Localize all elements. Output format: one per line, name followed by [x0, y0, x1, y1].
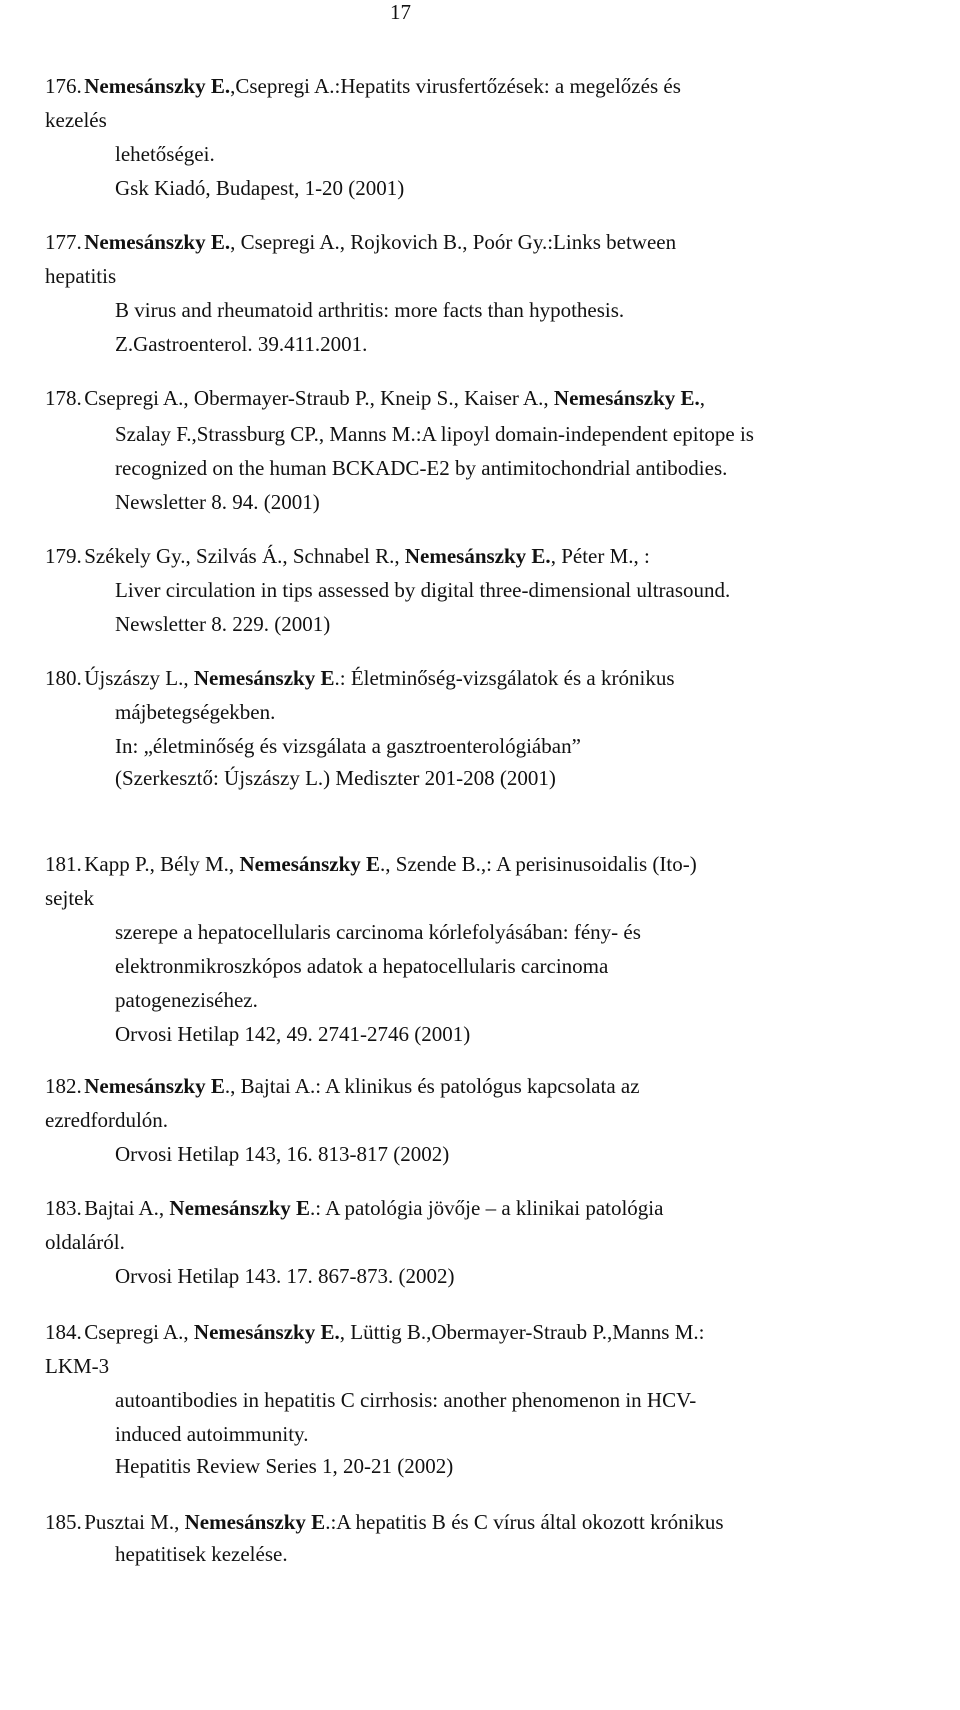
reference-line [115, 730, 581, 762]
reference-text: Bajtai A., [84, 1196, 170, 1220]
reference-number: 178. [45, 386, 82, 410]
reference-text: kezelés [45, 108, 107, 132]
reference-text: oldaláról. [45, 1230, 125, 1254]
reference-text: ., Bajtai A.: A klinikus és patológus kapcsolata az [224, 1074, 640, 1098]
reference-line [115, 172, 404, 204]
reference-text: hepatitisek kezelése. [115, 1542, 288, 1566]
reference-line [45, 662, 675, 694]
reference-text: lehetőségei. [115, 142, 215, 166]
author-name-bold: Nemesánszky E. [84, 230, 231, 254]
reference-line [115, 1018, 470, 1050]
reference-text: Liver circulation in tips assessed by digital three-dimensional ultrasound. [115, 578, 731, 602]
reference-text: ., Szende B.,: A perisinusoidalis (Ito-) [380, 852, 697, 876]
reference-text: Hepatitis Review Series 1, 20-21 (2002) [115, 1454, 454, 1478]
author-name-bold: Nemesánszky E [169, 1196, 311, 1220]
reference-line [115, 916, 641, 948]
reference-text: ,Csepregi A.:Hepatits virusfertőzések: a megelőzés és [230, 74, 681, 98]
reference-line [45, 104, 107, 136]
reference-line [115, 328, 367, 360]
author-name-bold: Nemesánszky E. [193, 1320, 340, 1344]
reference-text: Orvosi Hetilap 142, 49. 2741-2746 (2001) [115, 1022, 471, 1046]
author-name-bold: Nemesánszky E. [84, 74, 231, 98]
reference-line [115, 294, 624, 326]
reference-line [115, 608, 330, 640]
reference-text: májbetegségekben. [115, 700, 276, 724]
reference-line [115, 1138, 449, 1170]
page-number: 17 [390, 0, 411, 24]
reference-line [115, 1384, 696, 1416]
reference-number: 181. [45, 852, 82, 876]
reference-text: Újszászy L., [84, 666, 194, 690]
reference-text: elektronmikroszkópos adatok a hepatocellularis carcinoma [115, 954, 609, 978]
reference-line [45, 1070, 640, 1102]
author-name-bold: Nemesánszky E [239, 852, 381, 876]
reference-text: Gsk Kiadó, Budapest, 1-20 (2001) [115, 176, 405, 200]
reference-text: induced autoimmunity. [115, 1422, 309, 1446]
reference-line [45, 540, 650, 572]
reference-text: Pusztai M., [84, 1510, 185, 1534]
reference-number: 180. [45, 666, 82, 690]
reference-line [115, 950, 608, 982]
reference-text: .:A hepatitis B és C vírus által okozott krónikus [325, 1510, 724, 1534]
reference-line [45, 1506, 724, 1538]
reference-line [45, 1104, 168, 1136]
reference-text: Newsletter 8. 229. (2001) [115, 612, 331, 636]
reference-text: ezredfordulón. [45, 1108, 169, 1132]
reference-text: Csepregi A., [84, 1320, 194, 1344]
reference-text: patogeneziséhez. [115, 988, 258, 1012]
reference-line [45, 382, 705, 414]
reference-line [45, 1350, 109, 1382]
reference-text: recognized on the human BCKADC-E2 by antimitochondrial antibodies. [115, 456, 728, 480]
reference-line [115, 486, 320, 518]
reference-text: , Péter M., : [550, 544, 650, 568]
author-name-bold: Nemesánszky E [184, 1510, 326, 1534]
reference-text: Szalay F.,Strassburg CP., Manns M.:A lipoyl domain-independent epitope is [115, 422, 754, 446]
reference-line [115, 1260, 454, 1292]
reference-text: B virus and rheumatoid arthritis: more facts than hypothesis. [115, 298, 625, 322]
reference-line [115, 1418, 308, 1450]
reference-line [115, 574, 730, 606]
reference-text: .: Életminőség-vizsgálatok és a krónikus [334, 666, 675, 690]
author-name-bold: Nemesánszky E. [553, 386, 700, 410]
reference-line [115, 1450, 453, 1482]
reference-text: Newsletter 8. 94. (2001) [115, 490, 320, 514]
reference-text: hepatitis [45, 264, 117, 288]
reference-number: 184. [45, 1320, 82, 1344]
reference-line [115, 452, 727, 484]
reference-text: (Szerkesztő: Újszászy L.) Mediszter 201-208 (2001) [115, 766, 556, 790]
reference-text: autoantibodies in hepatitis C cirrhosis: another phenomenon in HCV- [115, 1388, 697, 1412]
reference-text: .: A patológia jövője – a klinikai patológia [310, 1196, 664, 1220]
reference-line [45, 882, 94, 914]
reference-line [45, 1192, 663, 1224]
reference-line [45, 226, 676, 258]
reference-text: , [699, 386, 706, 410]
reference-line [45, 260, 116, 292]
reference-line [115, 1538, 288, 1570]
reference-number: 176. [45, 74, 82, 98]
reference-text: Z.Gastroenterol. 39.411.2001. [115, 332, 368, 356]
reference-line [115, 138, 215, 170]
reference-text: In: „életminőség és vizsgálata a gasztroenterológiában” [115, 734, 581, 758]
reference-text: , Csepregi A., Rojkovich B., Poór Gy.:Links between [230, 230, 677, 254]
author-name-bold: Nemesánszky E [84, 1074, 225, 1098]
reference-text: Székely Gy., Szilvás Á., Schnabel R., [84, 544, 405, 568]
reference-text: Kapp P., Bély M., [84, 852, 240, 876]
reference-text: sejtek [45, 886, 94, 910]
reference-line [115, 696, 275, 728]
reference-number: 183. [45, 1196, 82, 1220]
reference-line [45, 848, 697, 880]
reference-line [45, 1316, 704, 1348]
reference-text: Orvosi Hetilap 143, 16. 813-817 (2002) [115, 1142, 450, 1166]
reference-number: 177. [45, 230, 82, 254]
reference-text: Csepregi A., Obermayer-Straub P., Kneip S., Kaiser A., [84, 386, 554, 410]
author-name-bold: Nemesánszky E. [404, 544, 551, 568]
reference-text: , Lüttig B.,Obermayer-Straub P.,Manns M.: [339, 1320, 705, 1344]
author-name-bold: Nemesánszky E [193, 666, 335, 690]
reference-line [45, 1226, 125, 1258]
reference-number: 185. [45, 1510, 82, 1534]
reference-number: 179. [45, 544, 82, 568]
reference-text: LKM-3 [45, 1354, 110, 1378]
reference-line [45, 70, 681, 102]
reference-text: szerepe a hepatocellularis carcinoma kórlefolyásában: fény- és [115, 920, 641, 944]
reference-line [115, 984, 258, 1016]
reference-line [115, 418, 754, 450]
reference-number: 182. [45, 1074, 82, 1098]
reference-text: Orvosi Hetilap 143. 17. 867-873. (2002) [115, 1264, 455, 1288]
reference-line [115, 762, 556, 794]
